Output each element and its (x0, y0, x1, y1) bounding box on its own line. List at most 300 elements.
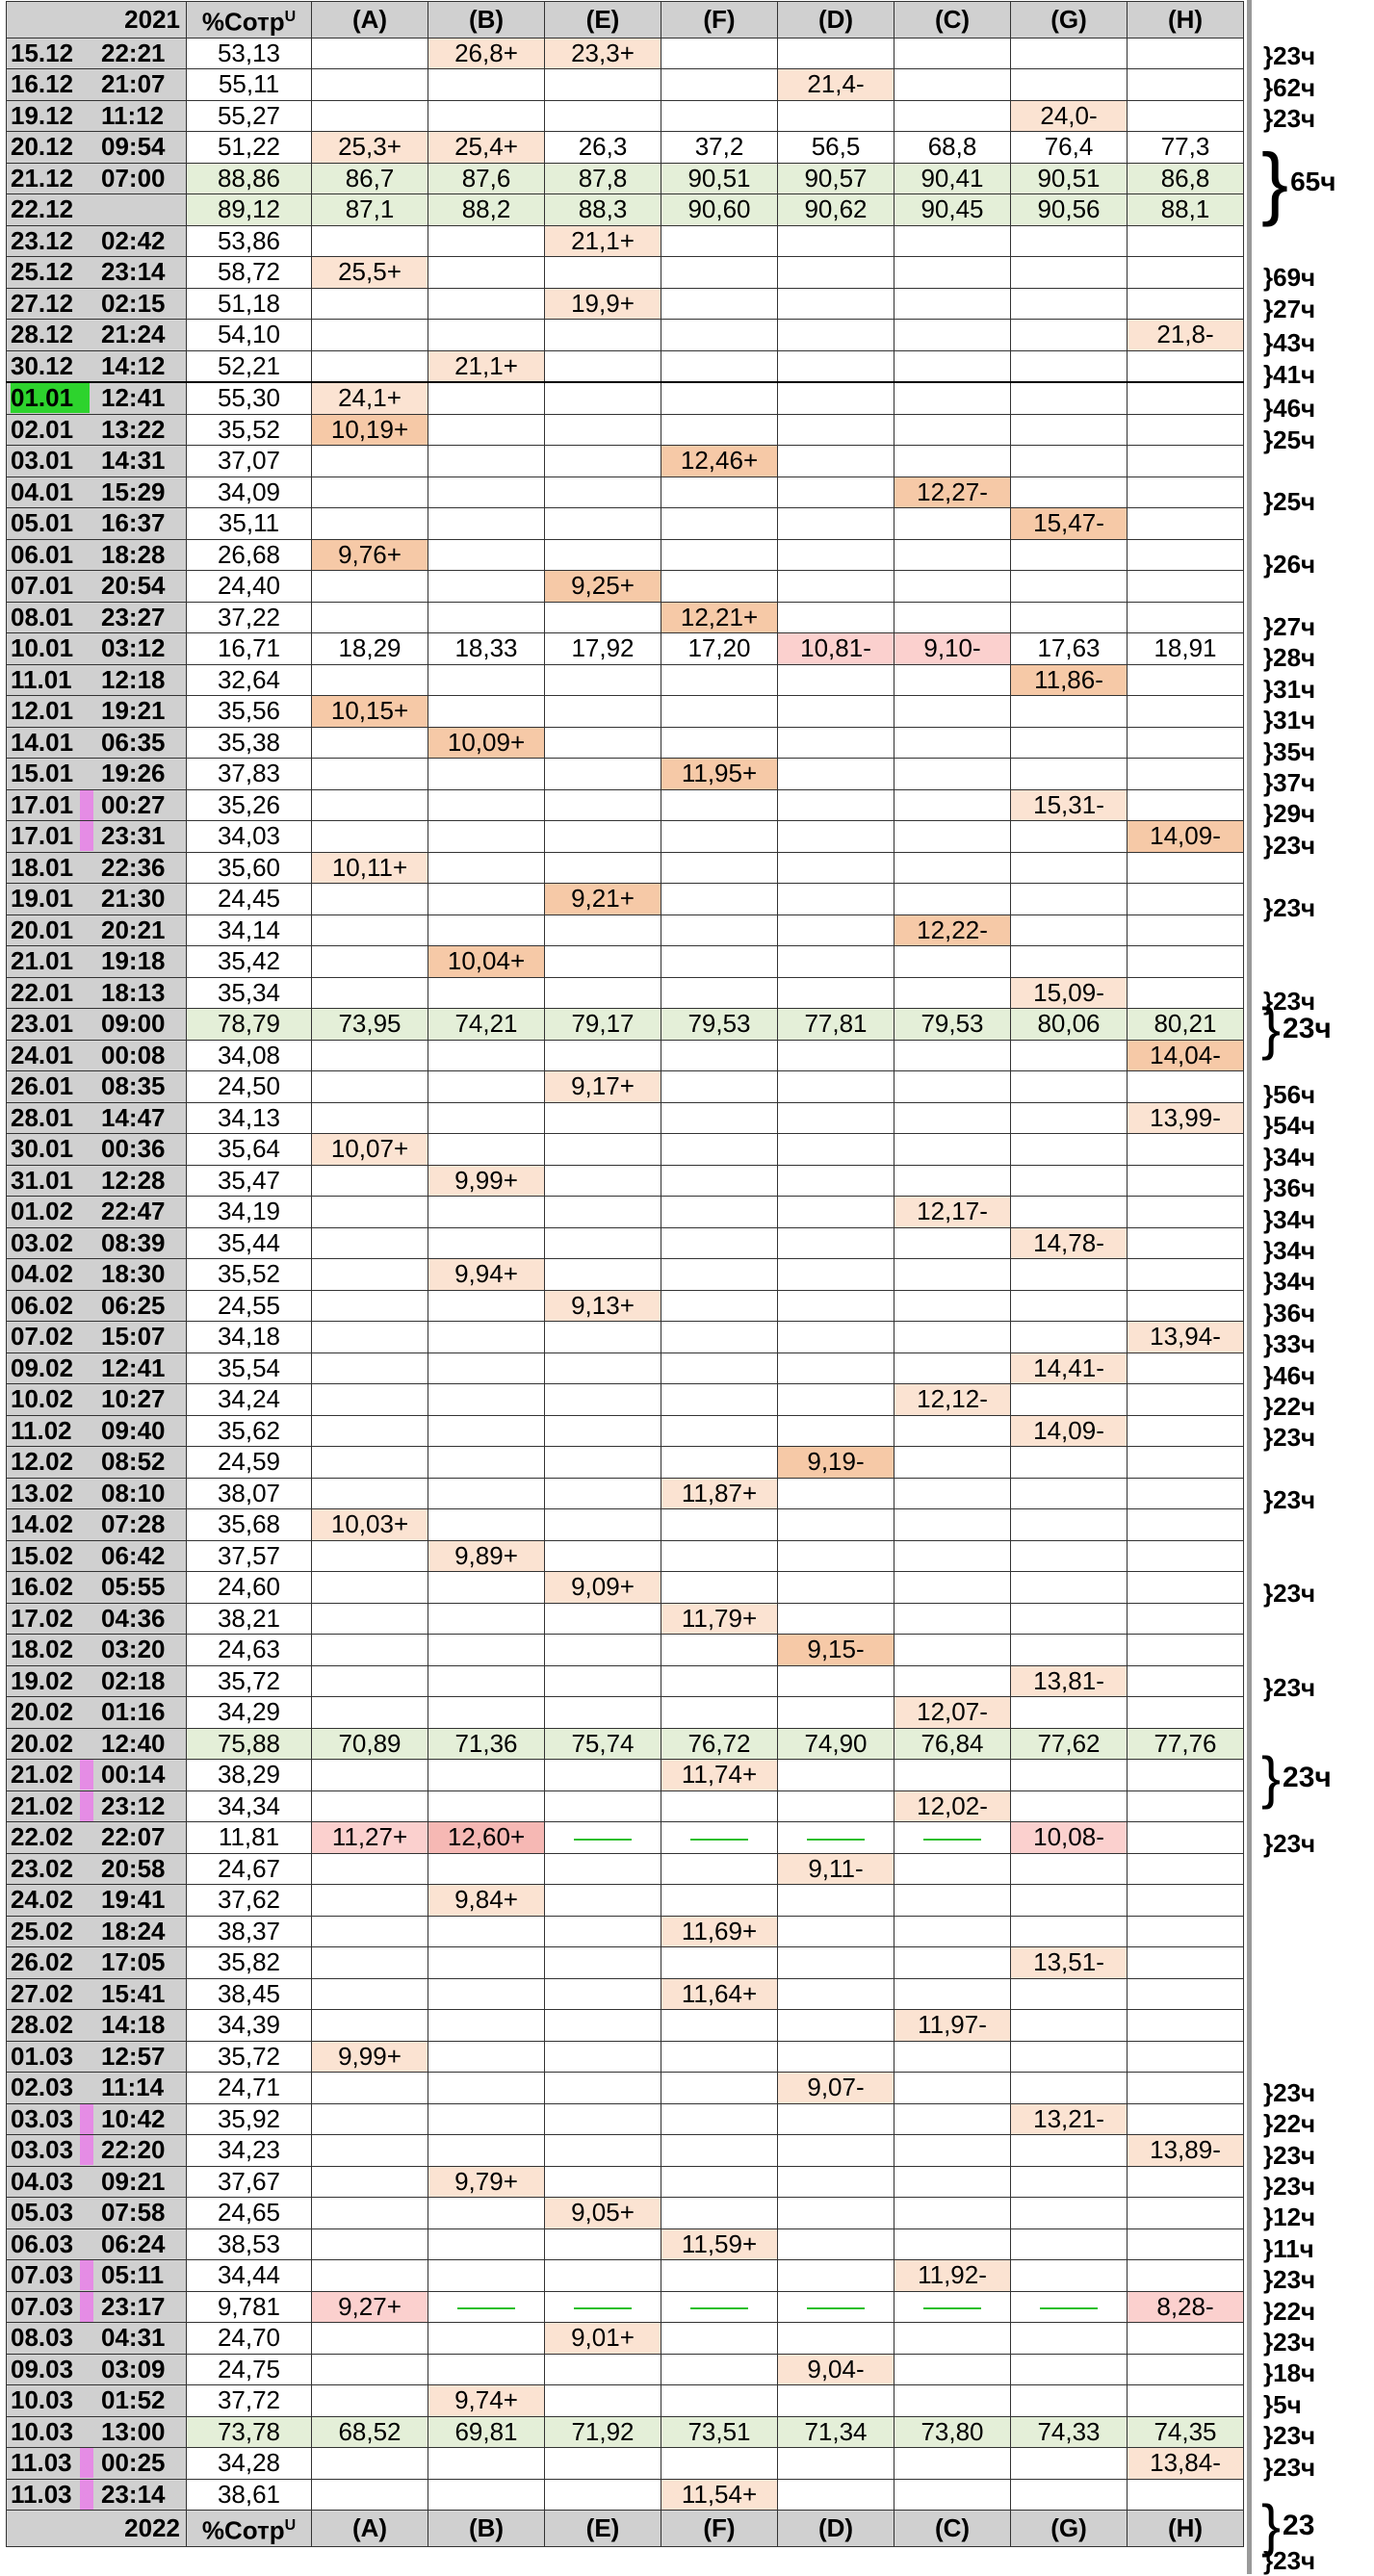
value-cell (312, 2228, 428, 2260)
value-cell (428, 1509, 545, 1541)
date-label (11, 633, 90, 663)
pct-cell: 35,11 (187, 508, 312, 540)
header-row (7, 2511, 1244, 2547)
datetime-cell (7, 602, 187, 633)
pct-header-label: %Сотр (201, 7, 285, 37)
value-cell (778, 1102, 894, 1134)
value-cell (661, 1572, 778, 1604)
value-cell (1128, 664, 1244, 696)
value-cell: 9,11- (778, 1853, 894, 1885)
brace-icon: } (1261, 996, 1282, 1062)
value-cell: 26,8+ (428, 38, 545, 69)
value-cell: 79,53 (661, 1009, 778, 1041)
datetime-cell (7, 1540, 187, 1572)
pct-cell: 35,34 (187, 977, 312, 1009)
date-text: 26.02 (11, 1947, 74, 1977)
date-text: 20.02 (11, 1697, 74, 1727)
time-label: 23:17 (101, 2291, 166, 2321)
datetime-cell (7, 1040, 187, 1071)
value-cell (545, 727, 661, 759)
pct-cell: 34,24 (187, 1384, 312, 1416)
value-cell (1011, 696, 1128, 728)
value-cell (428, 1760, 545, 1791)
value-cell (894, 1916, 1011, 1947)
value-cell: 9,79+ (428, 2166, 545, 2198)
value-cell (894, 1822, 1011, 1854)
table-row (7, 1040, 1244, 1071)
value-cell: 13,94- (1128, 1322, 1244, 1353)
date-label (11, 194, 90, 224)
interval-label: }46ч (1263, 394, 1316, 424)
value-cell (1011, 1885, 1128, 1917)
value-cell (428, 884, 545, 915)
value-cell (661, 382, 778, 414)
value-cell (545, 1760, 661, 1791)
value-cell (1011, 2291, 1128, 2323)
value-cell: 77,76 (1128, 1728, 1244, 1760)
value-cell: 13,51- (1011, 1947, 1128, 1979)
date-label (11, 1572, 90, 1602)
pct-cell: 32,64 (187, 664, 312, 696)
pct-cell: 37,22 (187, 602, 312, 633)
value-cell (894, 821, 1011, 853)
value-cell (1128, 1697, 1244, 1729)
pct-cell: 58,72 (187, 257, 312, 289)
pct-cell: 38,07 (187, 1478, 312, 1509)
value-cell (894, 602, 1011, 633)
value-cell: 12,22- (894, 914, 1011, 946)
value-cell: 73,95 (312, 1009, 428, 1041)
value-cell (1128, 2041, 1244, 2073)
value-cell (1011, 2323, 1128, 2355)
pct-cell: 35,38 (187, 727, 312, 759)
value-cell (545, 946, 661, 978)
value-cell (1128, 446, 1244, 477)
table-row (7, 1885, 1244, 1917)
date-label (11, 2229, 90, 2259)
value-cell (661, 571, 778, 603)
value-cell (312, 1165, 428, 1197)
table-row (7, 1760, 1244, 1791)
value-cell (1128, 1134, 1244, 1166)
date-text: 16.02 (11, 1572, 74, 1602)
value-cell (312, 38, 428, 69)
value-cell (894, 1978, 1011, 2010)
time-label: 15:07 (101, 1322, 166, 1352)
value-cell (1128, 382, 1244, 414)
date-text: 21.02 (11, 1790, 74, 1820)
datetime-cell (7, 852, 187, 884)
pct-cell: 38,29 (187, 1760, 312, 1791)
interval-label: }36ч (1263, 1298, 1316, 1327)
table-row (7, 2291, 1244, 2323)
value-cell (894, 508, 1011, 540)
value-cell (1011, 1916, 1128, 1947)
value-cell (545, 1885, 661, 1917)
datetime-cell (7, 2448, 187, 2480)
value-cell (1011, 2010, 1128, 2042)
value-cell (1128, 2166, 1244, 2198)
date-label (11, 571, 90, 601)
datetime-cell (7, 2135, 187, 2167)
value-cell (661, 2260, 778, 2292)
interval-label: }33ч (1263, 1329, 1316, 1359)
date-label (11, 1635, 90, 1664)
time-label: 22:20 (101, 2135, 166, 2165)
value-cell (312, 1415, 428, 1447)
date-label (11, 1197, 90, 1226)
value-cell (1128, 1853, 1244, 1885)
value-cell (1128, 2198, 1244, 2229)
value-cell (428, 1853, 545, 1885)
date-text: 30.12 (11, 350, 74, 380)
date-text: 30.01 (11, 1134, 74, 1164)
value-cell (661, 1822, 778, 1854)
value-cell: 14,41- (1011, 1352, 1128, 1384)
date-label (11, 320, 90, 349)
date-text: 19.02 (11, 1665, 74, 1695)
value-cell (1011, 257, 1128, 289)
date-text: 13.02 (11, 1478, 74, 1507)
time-label: 16:37 (101, 508, 166, 538)
datetime-cell (7, 446, 187, 477)
value-cell (545, 977, 661, 1009)
date-label (11, 1509, 90, 1539)
value-cell (428, 1227, 545, 1259)
value-cell (661, 884, 778, 915)
value-cell (545, 821, 661, 853)
value-cell (894, 1415, 1011, 1447)
value-cell: 11,95+ (661, 759, 778, 790)
value-cell (894, 1102, 1011, 1134)
datetime-cell (7, 977, 187, 1009)
value-cell (894, 1760, 1011, 1791)
datetime-cell (7, 1509, 187, 1541)
value-cell (778, 2260, 894, 2292)
datetime-cell (7, 2166, 187, 2198)
pct-cell: 34,18 (187, 1322, 312, 1353)
time-label: 07:58 (101, 2198, 166, 2228)
value-cell (894, 1134, 1011, 1166)
value-cell (312, 1384, 428, 1416)
time-label: 19:26 (101, 759, 166, 788)
value-cell (894, 350, 1011, 382)
datetime-cell (7, 1352, 187, 1384)
date-text: 06.02 (11, 1290, 74, 1320)
datetime-cell (7, 884, 187, 915)
pink-marker (80, 2448, 93, 2478)
value-cell (312, 1290, 428, 1322)
time-label: 04:31 (101, 2323, 166, 2353)
datetime-cell (7, 477, 187, 508)
value-cell: 76,84 (894, 1728, 1011, 1760)
value-cell (778, 1978, 894, 2010)
table-row (7, 1071, 1244, 1103)
value-cell (545, 1635, 661, 1666)
value-cell (661, 1259, 778, 1291)
value-cell: 74,35 (1128, 2416, 1244, 2448)
value-cell (1128, 884, 1244, 915)
interval-label: }23ч (1263, 892, 1316, 922)
value-cell (1011, 1509, 1128, 1541)
date-text: 01.01 (11, 383, 74, 413)
value-cell: 10,19+ (312, 414, 428, 446)
value-cell (312, 1227, 428, 1259)
value-cell (312, 821, 428, 853)
value-cell (661, 2010, 778, 2042)
value-cell (894, 1322, 1011, 1353)
pink-marker (80, 1760, 93, 1790)
value-cell (661, 2198, 778, 2229)
table-row (7, 257, 1244, 289)
date-text: 23.01 (11, 1009, 74, 1039)
value-cell (894, 1947, 1011, 1979)
value-cell: 69,81 (428, 2416, 545, 2448)
date-label (11, 1917, 90, 1946)
date-label (11, 1729, 90, 1759)
value-cell (428, 1352, 545, 1384)
time-label: 20:58 (101, 1853, 166, 1883)
value-cell: 9,17+ (545, 1071, 661, 1103)
value-cell (312, 320, 428, 351)
value-cell (545, 914, 661, 946)
time-label: 00:14 (101, 1760, 166, 1790)
value-cell (661, 664, 778, 696)
year-cell: 2022 (7, 2511, 187, 2547)
datetime-cell (7, 2416, 187, 2448)
value-cell (1011, 2198, 1128, 2229)
value-cell (1011, 1760, 1128, 1791)
time-label: 03:20 (101, 1635, 166, 1664)
value-cell (778, 414, 894, 446)
value-cell (1011, 477, 1128, 508)
date-label (11, 1353, 90, 1383)
brace-icon: } (1261, 1744, 1282, 1810)
pct-cell: 35,52 (187, 1259, 312, 1291)
time-label: 10:27 (101, 1384, 166, 1414)
pct-cell: 38,45 (187, 1978, 312, 2010)
date-label (11, 1791, 90, 1821)
value-cell (312, 946, 428, 978)
time-label: 23:27 (101, 602, 166, 631)
value-cell (661, 2073, 778, 2104)
value-cell: 70,89 (312, 1728, 428, 1760)
value-cell (312, 1760, 428, 1791)
datetime-cell (7, 1071, 187, 1103)
column-header: (G) (1011, 2, 1128, 39)
datetime-cell (7, 257, 187, 289)
value-cell (545, 759, 661, 790)
value-cell (428, 2291, 545, 2323)
value-cell (545, 1916, 661, 1947)
value-cell (312, 225, 428, 257)
value-cell (894, 1259, 1011, 1291)
date-label (11, 1979, 90, 2009)
value-cell (1128, 257, 1244, 289)
value-cell (661, 1040, 778, 1071)
date-label (11, 1479, 90, 1508)
time-label: 18:24 (101, 1916, 166, 1945)
value-cell (312, 1603, 428, 1635)
time-label: 14:12 (101, 350, 166, 380)
interval-label: }34ч (1263, 1204, 1316, 1234)
value-cell (661, 1227, 778, 1259)
datetime-cell (7, 194, 187, 226)
pct-cell: 34,14 (187, 914, 312, 946)
date-text: 12.01 (11, 696, 74, 726)
time-label: 18:30 (101, 1259, 166, 1289)
value-cell: 15,31- (1011, 789, 1128, 821)
value-cell: 11,92- (894, 2260, 1011, 2292)
pct-cell: 38,53 (187, 2228, 312, 2260)
value-cell (778, 2228, 894, 2260)
date-text: 15.02 (11, 1540, 74, 1570)
date-label (11, 1009, 90, 1039)
datetime-cell (7, 382, 187, 414)
brace-label: 23 (1283, 2510, 1315, 2542)
date-text: 07.01 (11, 571, 74, 601)
value-cell (778, 350, 894, 382)
value-cell (545, 1352, 661, 1384)
table-row (7, 225, 1244, 257)
value-cell (661, 2103, 778, 2135)
datetime-cell (7, 821, 187, 853)
value-cell: 9,27+ (312, 2291, 428, 2323)
column-header: (A) (312, 2, 428, 39)
value-cell (1128, 225, 1244, 257)
date-text: 02.01 (11, 414, 74, 444)
value-cell (1011, 1165, 1128, 1197)
time-label: 18:13 (101, 977, 166, 1007)
value-cell (312, 1259, 428, 1291)
pct-cell: 34,39 (187, 2010, 312, 2042)
value-cell (312, 2448, 428, 2480)
time-label: 08:10 (101, 1478, 166, 1507)
value-cell: 21,1+ (428, 350, 545, 382)
date-text: 14.01 (11, 727, 74, 757)
interval-label: }25ч (1263, 487, 1316, 517)
date-text: 24.01 (11, 1040, 74, 1069)
value-cell: 9,74+ (428, 2385, 545, 2417)
value-cell (1128, 2385, 1244, 2417)
value-cell (894, 852, 1011, 884)
value-cell (1011, 382, 1128, 414)
pct-cell: 34,34 (187, 1790, 312, 1822)
date-text: 23.12 (11, 225, 74, 255)
table-row (7, 2260, 1244, 2292)
time-label: 12:40 (101, 1728, 166, 1758)
pct-cell: 78,79 (187, 1009, 312, 1041)
time-label: 22:47 (101, 1197, 166, 1226)
value-cell: 88,3 (545, 194, 661, 226)
value-cell: 74,21 (428, 1009, 545, 1041)
date-label (11, 1322, 90, 1352)
value-cell: 9,76+ (312, 539, 428, 571)
value-cell (312, 2010, 428, 2042)
value-cell (1011, 288, 1128, 320)
date-text: 10.03 (11, 2416, 74, 2446)
value-cell (428, 571, 545, 603)
date-text: 09.03 (11, 2354, 74, 2383)
value-cell (661, 1540, 778, 1572)
pct-cell: 35,47 (187, 1165, 312, 1197)
value-cell (894, 727, 1011, 759)
value-cell (778, 100, 894, 132)
time-label: 09:40 (101, 1415, 166, 1445)
value-cell (661, 2291, 778, 2323)
pct-cell: 55,27 (187, 100, 312, 132)
time-label: 00:08 (101, 1040, 166, 1069)
date-text: 20.12 (11, 132, 74, 162)
value-cell (312, 1665, 428, 1697)
table-row (7, 1572, 1244, 1604)
value-cell (661, 477, 778, 508)
value-cell (1128, 2260, 1244, 2292)
time-label: 05:55 (101, 1572, 166, 1602)
pct-cell: 75,88 (187, 1728, 312, 1760)
value-cell: 73,80 (894, 2416, 1011, 2448)
value-cell (1128, 1509, 1244, 1541)
value-cell (1128, 1916, 1244, 1947)
time-label: 22:07 (101, 1822, 166, 1852)
value-cell (428, 977, 545, 1009)
date-label (11, 728, 90, 758)
value-cell: 9,94+ (428, 1259, 545, 1291)
value-cell (428, 1197, 545, 1228)
value-cell (778, 852, 894, 884)
datetime-cell (7, 38, 187, 69)
dash-mark (690, 1839, 748, 1841)
value-cell (428, 914, 545, 946)
pct-cell: 16,71 (187, 633, 312, 665)
value-cell (894, 759, 1011, 790)
value-cell (1011, 2166, 1128, 2198)
value-cell: 80,06 (1011, 1009, 1128, 1041)
value-cell (778, 1352, 894, 1384)
date-text: 31.01 (11, 1165, 74, 1195)
table-row (7, 1165, 1244, 1197)
value-cell (661, 1071, 778, 1103)
datetime-cell (7, 1227, 187, 1259)
value-cell (312, 789, 428, 821)
value-cell (428, 2479, 545, 2511)
date-label (11, 1041, 90, 1070)
value-cell (778, 2041, 894, 2073)
table-row (7, 1197, 1244, 1228)
interval-label: }11ч (1263, 2233, 1314, 2263)
interval-label: }62ч (1263, 72, 1316, 102)
value-cell (661, 2448, 778, 2480)
value-cell (661, 727, 778, 759)
value-cell (428, 2354, 545, 2385)
value-cell (894, 977, 1011, 1009)
table-row (7, 1697, 1244, 1729)
column-header: (F) (661, 2, 778, 39)
value-cell (1011, 1978, 1128, 2010)
date-label (11, 1134, 90, 1164)
value-cell (1128, 2479, 1244, 2511)
interval-label: }25ч (1263, 425, 1316, 454)
interval-label: }31ч (1263, 706, 1316, 735)
pct-cell: 37,83 (187, 759, 312, 790)
value-cell (428, 1478, 545, 1509)
value-cell (1128, 789, 1244, 821)
date-text: 27.02 (11, 1978, 74, 2008)
pct-cell: 24,71 (187, 2073, 312, 2104)
time-label: 13:00 (101, 2416, 166, 2446)
value-cell (312, 1102, 428, 1134)
pct-cell: 73,78 (187, 2416, 312, 2448)
